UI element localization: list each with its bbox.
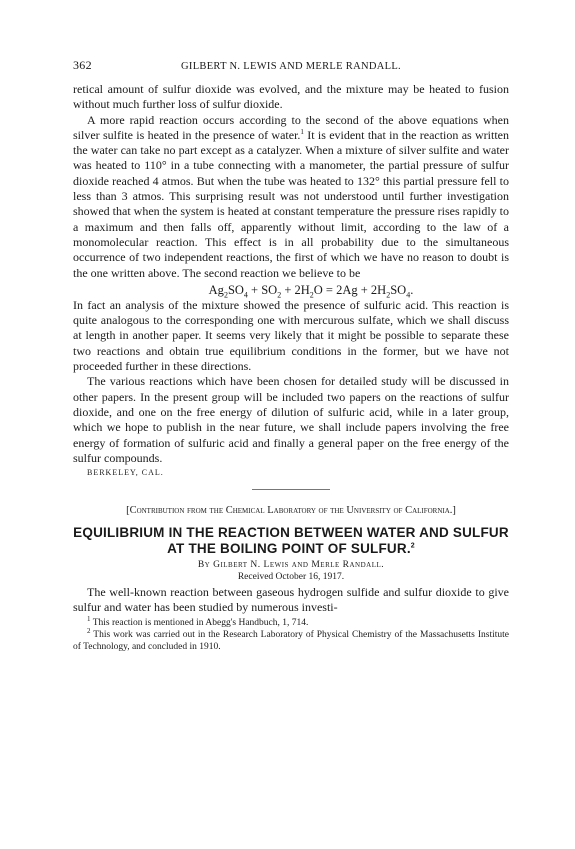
footnote-2 <box>73 626 509 653</box>
section-divider <box>252 489 330 490</box>
eq-subscript: 2 <box>309 290 314 300</box>
eq-part: O = 2Ag + 2H <box>313 282 387 297</box>
contribution-note <box>83 504 499 517</box>
bracket-close: ] <box>452 505 456 517</box>
footnote-1-text: This reaction is mentioned in Abegg's Handbuch, 1, 714. <box>90 617 309 628</box>
eq-part: SO <box>227 282 244 297</box>
eq-part: + SO <box>247 282 278 297</box>
journal-page <box>73 58 509 653</box>
eq-subscript: 2 <box>223 290 228 300</box>
paper-title-text: EQUILIBRIUM IN THE REACTION BETWEEN WATER AND SULFUR AT THE BOILING POINT OF SULFUR. <box>73 525 509 557</box>
paper-title <box>73 525 509 557</box>
eq-subscript: 2 <box>386 290 391 300</box>
paper-authors: By Gilbert N. Lewis and Merle Randall. <box>197 560 385 571</box>
footnote-mark-1: 1 <box>87 614 91 623</box>
paper-opening-paragraph: The well-known reaction between gaseous hydrogen sulfide and sulfur dioxide to give sulfur and water has been studied by numerous investi- <box>73 585 509 615</box>
contribution-text: Contribution from the Chemical Laboratory of the University of California. <box>129 505 453 517</box>
footnote-mark-2: 2 <box>87 626 91 635</box>
chemical-equation <box>73 282 509 298</box>
eq-subscript: 2 <box>277 290 282 300</box>
running-title: GILBERT N. LEWIS AND MERLE RANDALL. <box>181 61 401 72</box>
eq-part: + 2H <box>281 282 310 297</box>
footnote-ref-2[interactable]: 2 <box>410 542 415 550</box>
running-head <box>73 58 509 73</box>
footnote-2-text: This work was carried out in the Research Laboratory of Physical Chemistry of the Massachusetts Institute of Technology, and concluded in 1910. <box>73 629 509 652</box>
paragraph-2-start: A more rapid reaction occurs according to the second of the above equations when silver sulfite is heated in the presence of water. <box>73 112 509 142</box>
eq-subscript: 4 <box>243 290 248 300</box>
paragraph-2 <box>73 113 509 281</box>
footnote-ref-1[interactable]: 1 <box>300 127 304 136</box>
eq-part: Ag <box>208 282 224 297</box>
paragraph-1: retical amount of sulfur dioxide was evolved, and the mixture may be heated to fusion without much further loss of sulfur dioxide. <box>73 82 509 112</box>
eq-subscript: 4 <box>406 290 411 300</box>
footnotes <box>73 614 509 653</box>
paragraph-3: In fact an analysis of the mixture showed the presence of sulfuric acid. This reaction is quite analogous to the corresponding one with mercurous sulfate, which we shall discuss at length in another paper. It seems very likely that it might be possible to separate these two reactions and obtain true equilibrium conditions in the former, but we have not proceeded further in these directions. <box>73 297 509 374</box>
eq-part: . <box>410 282 414 297</box>
received-date: Received October 16, 1917. <box>237 572 345 583</box>
footnote-1 <box>73 614 509 629</box>
eq-part: SO <box>390 282 407 297</box>
paragraph-4: The various reactions which have been chosen for detailed study will be discussed in other papers. In the present group will be included two papers on the reactions of sulfur dioxide, and one on the free energy of dilution of sulfuric acid, while in a later group, which we hope to publish in the near future, we shall include papers involving the free energy of formation of sulfuric acid and finally a general paper on the free energy of the sulfur compounds. <box>73 374 509 465</box>
paragraph-2-rest: It is evident that in the reaction as written the water can take no part except as a catalyzer. When a mixture of silver sulfite and water was heated to 110° in a tube connecting with a manometer, the partial pressure of sulfur dioxide reached 4 atmos. But when the tube was heated to 132° this partial pressure fell to less than 3 atmos. This surprising result was not understood until further investigation showed that when the system is heated at constant temperature the pressure rises rapidly to a maximum and then falls off, apparently without limit, according to the law of a monomolecular reaction. This effect is in all probability due to the simultaneous occurrence of two independent reactions, the first of which we have no reason to doubt is the one written above. The second reaction we believe to be <box>73 127 509 280</box>
page-number: 362 <box>73 58 92 72</box>
place-signature: BERKELEY, CAL. <box>87 468 164 478</box>
bracket-open: [ <box>126 505 130 517</box>
